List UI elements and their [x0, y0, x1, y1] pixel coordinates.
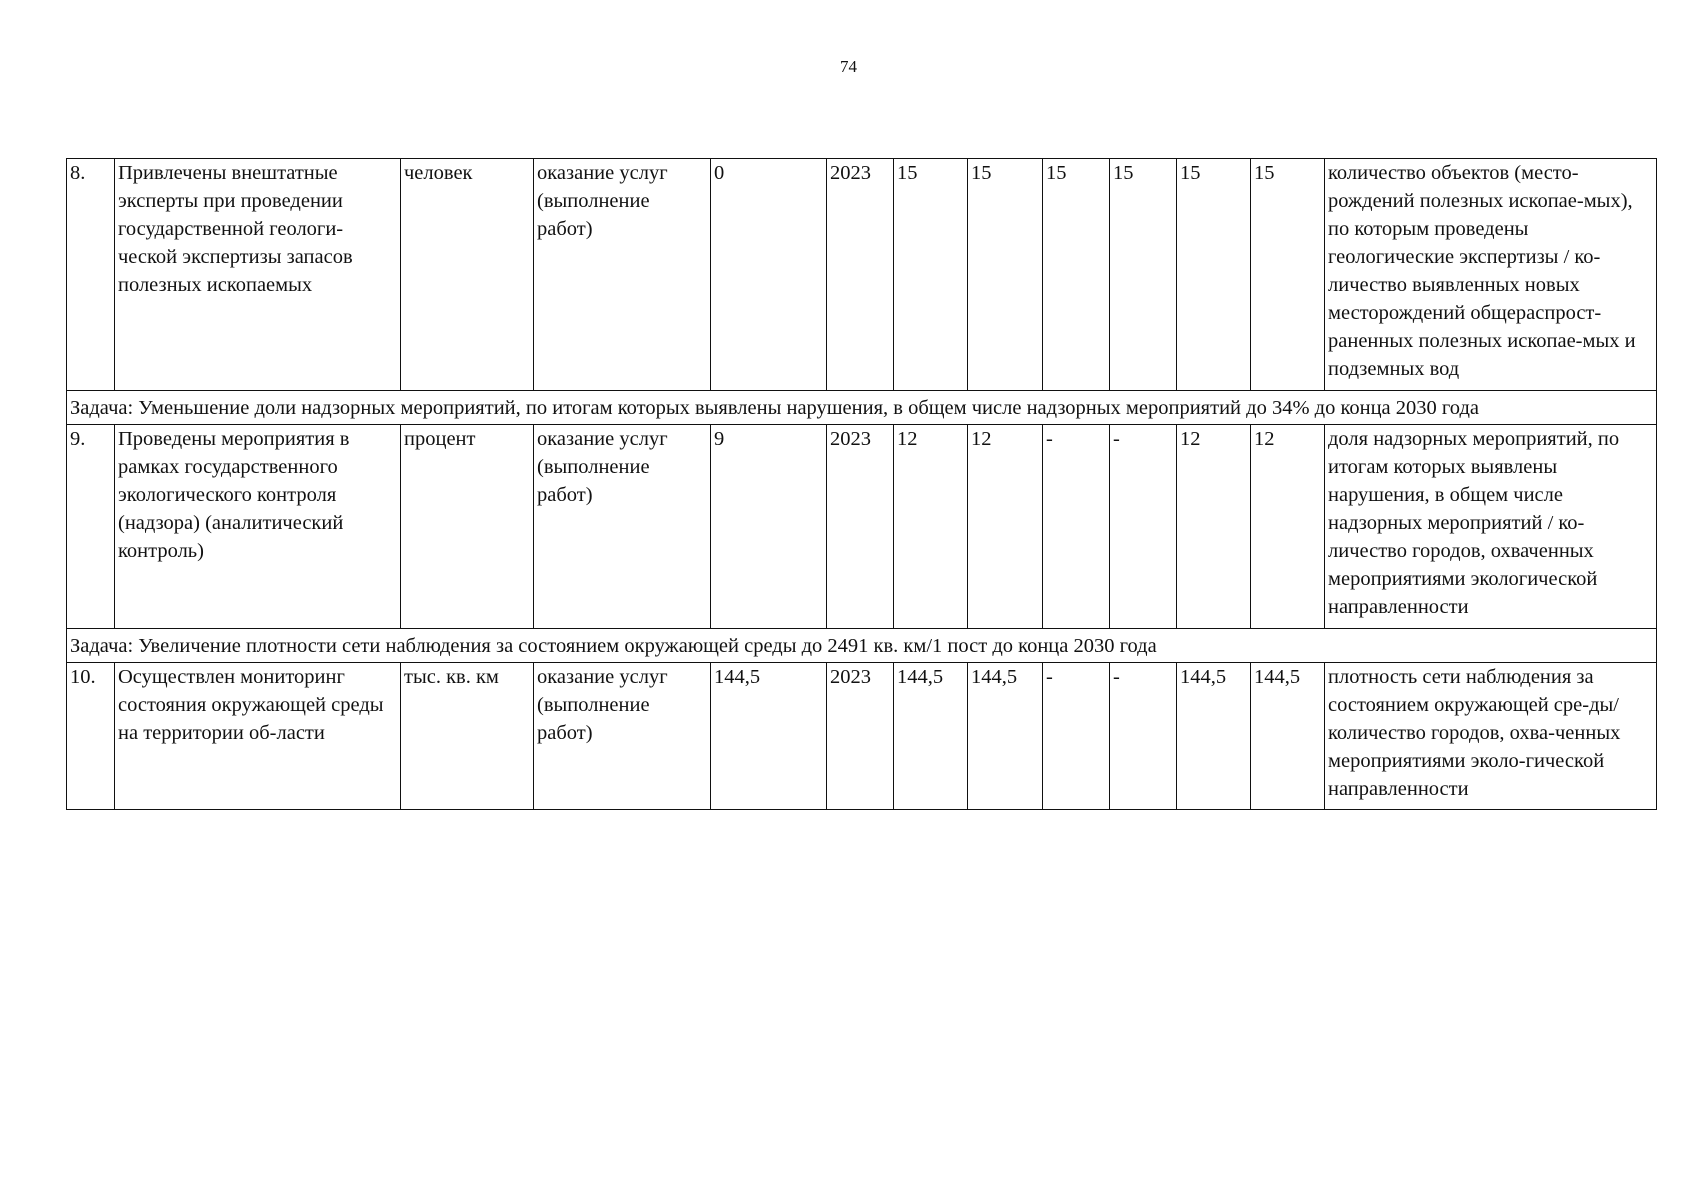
task-row [67, 629, 1657, 663]
indicator-name: Осуществлен мониторинг состояния окружающей среды на территории об-ласти [115, 663, 401, 810]
base-year-cell: 2023 [827, 425, 894, 629]
base-year-cell: 2023 [827, 159, 894, 391]
row-number: 9. [67, 425, 115, 629]
table-row [67, 425, 1657, 629]
value-cell: 12 [1251, 425, 1325, 629]
unit-cell: процент [401, 425, 534, 629]
task-text: Задача: Увеличение плотности сети наблюдения за состоянием окружающей среды до 2491 кв. км/1 пост до конца 2030 года [67, 629, 1657, 663]
table-row [67, 159, 1657, 391]
value-cell: - [1043, 425, 1110, 629]
value-cell: 15 [1043, 159, 1110, 391]
value-cell: 15 [1251, 159, 1325, 391]
base-year-cell: 2023 [827, 663, 894, 810]
value-cell: - [1043, 663, 1110, 810]
value-cell: 144,5 [894, 663, 968, 810]
category-cell: оказание услуг (выполнение работ) [534, 159, 711, 391]
value-cell: 15 [968, 159, 1043, 391]
base-value-cell: 144,5 [711, 663, 827, 810]
unit-cell: тыс. кв. км [401, 663, 534, 810]
value-cell: - [1110, 425, 1177, 629]
category-cell: оказание услуг (выполнение работ) [534, 663, 711, 810]
value-cell: 15 [1177, 159, 1251, 391]
indicator-description: плотность сети наблюдения за состоянием окружающей сре-ды/количество городов, охва-ченных мероприятиями эколо-гической направленности [1325, 663, 1657, 810]
base-value-cell: 0 [711, 159, 827, 391]
unit-cell: человек [401, 159, 534, 391]
indicator-description: количество объектов (место-рождений полезных ископае-мых), по которым проведены геологические экспертизы / ко-личество выявленных новых месторождений общераспрост-раненных полезных ископае-мых и подземных вод [1325, 159, 1657, 391]
value-cell: 12 [1177, 425, 1251, 629]
base-value-cell: 9 [711, 425, 827, 629]
page-number: 74 [840, 57, 857, 76]
task-row [67, 391, 1657, 425]
value-cell: - [1110, 663, 1177, 810]
value-cell: 15 [1110, 159, 1177, 391]
value-cell: 144,5 [968, 663, 1043, 810]
indicator-description: доля надзорных мероприятий, по итогам которых выявлены нарушения, в общем числе надзорных мероприятий / ко-личество городов, охваченных мероприятиями экологической направленности [1325, 425, 1657, 629]
task-text: Задача: Уменьшение доли надзорных мероприятий, по итогам которых выявлены нарушения, в общем числе надзорных мероприятий до 34% до конца 2030 года [67, 391, 1657, 425]
table-row [67, 663, 1657, 810]
value-cell: 12 [894, 425, 968, 629]
indicators-table [66, 158, 1657, 810]
indicator-name: Проведены мероприятия в рамках государственного экологического контроля (надзора) (аналитический контроль) [115, 425, 401, 629]
value-cell: 15 [894, 159, 968, 391]
value-cell: 144,5 [1251, 663, 1325, 810]
row-number: 8. [67, 159, 115, 391]
value-cell: 144,5 [1177, 663, 1251, 810]
row-number: 10. [67, 663, 115, 810]
category-cell: оказание услуг (выполнение работ) [534, 425, 711, 629]
value-cell: 12 [968, 425, 1043, 629]
indicator-name: Привлечены внештатные эксперты при проведении государственной геологи-ческой экспертизы запасов полезных ископаемых [115, 159, 401, 391]
